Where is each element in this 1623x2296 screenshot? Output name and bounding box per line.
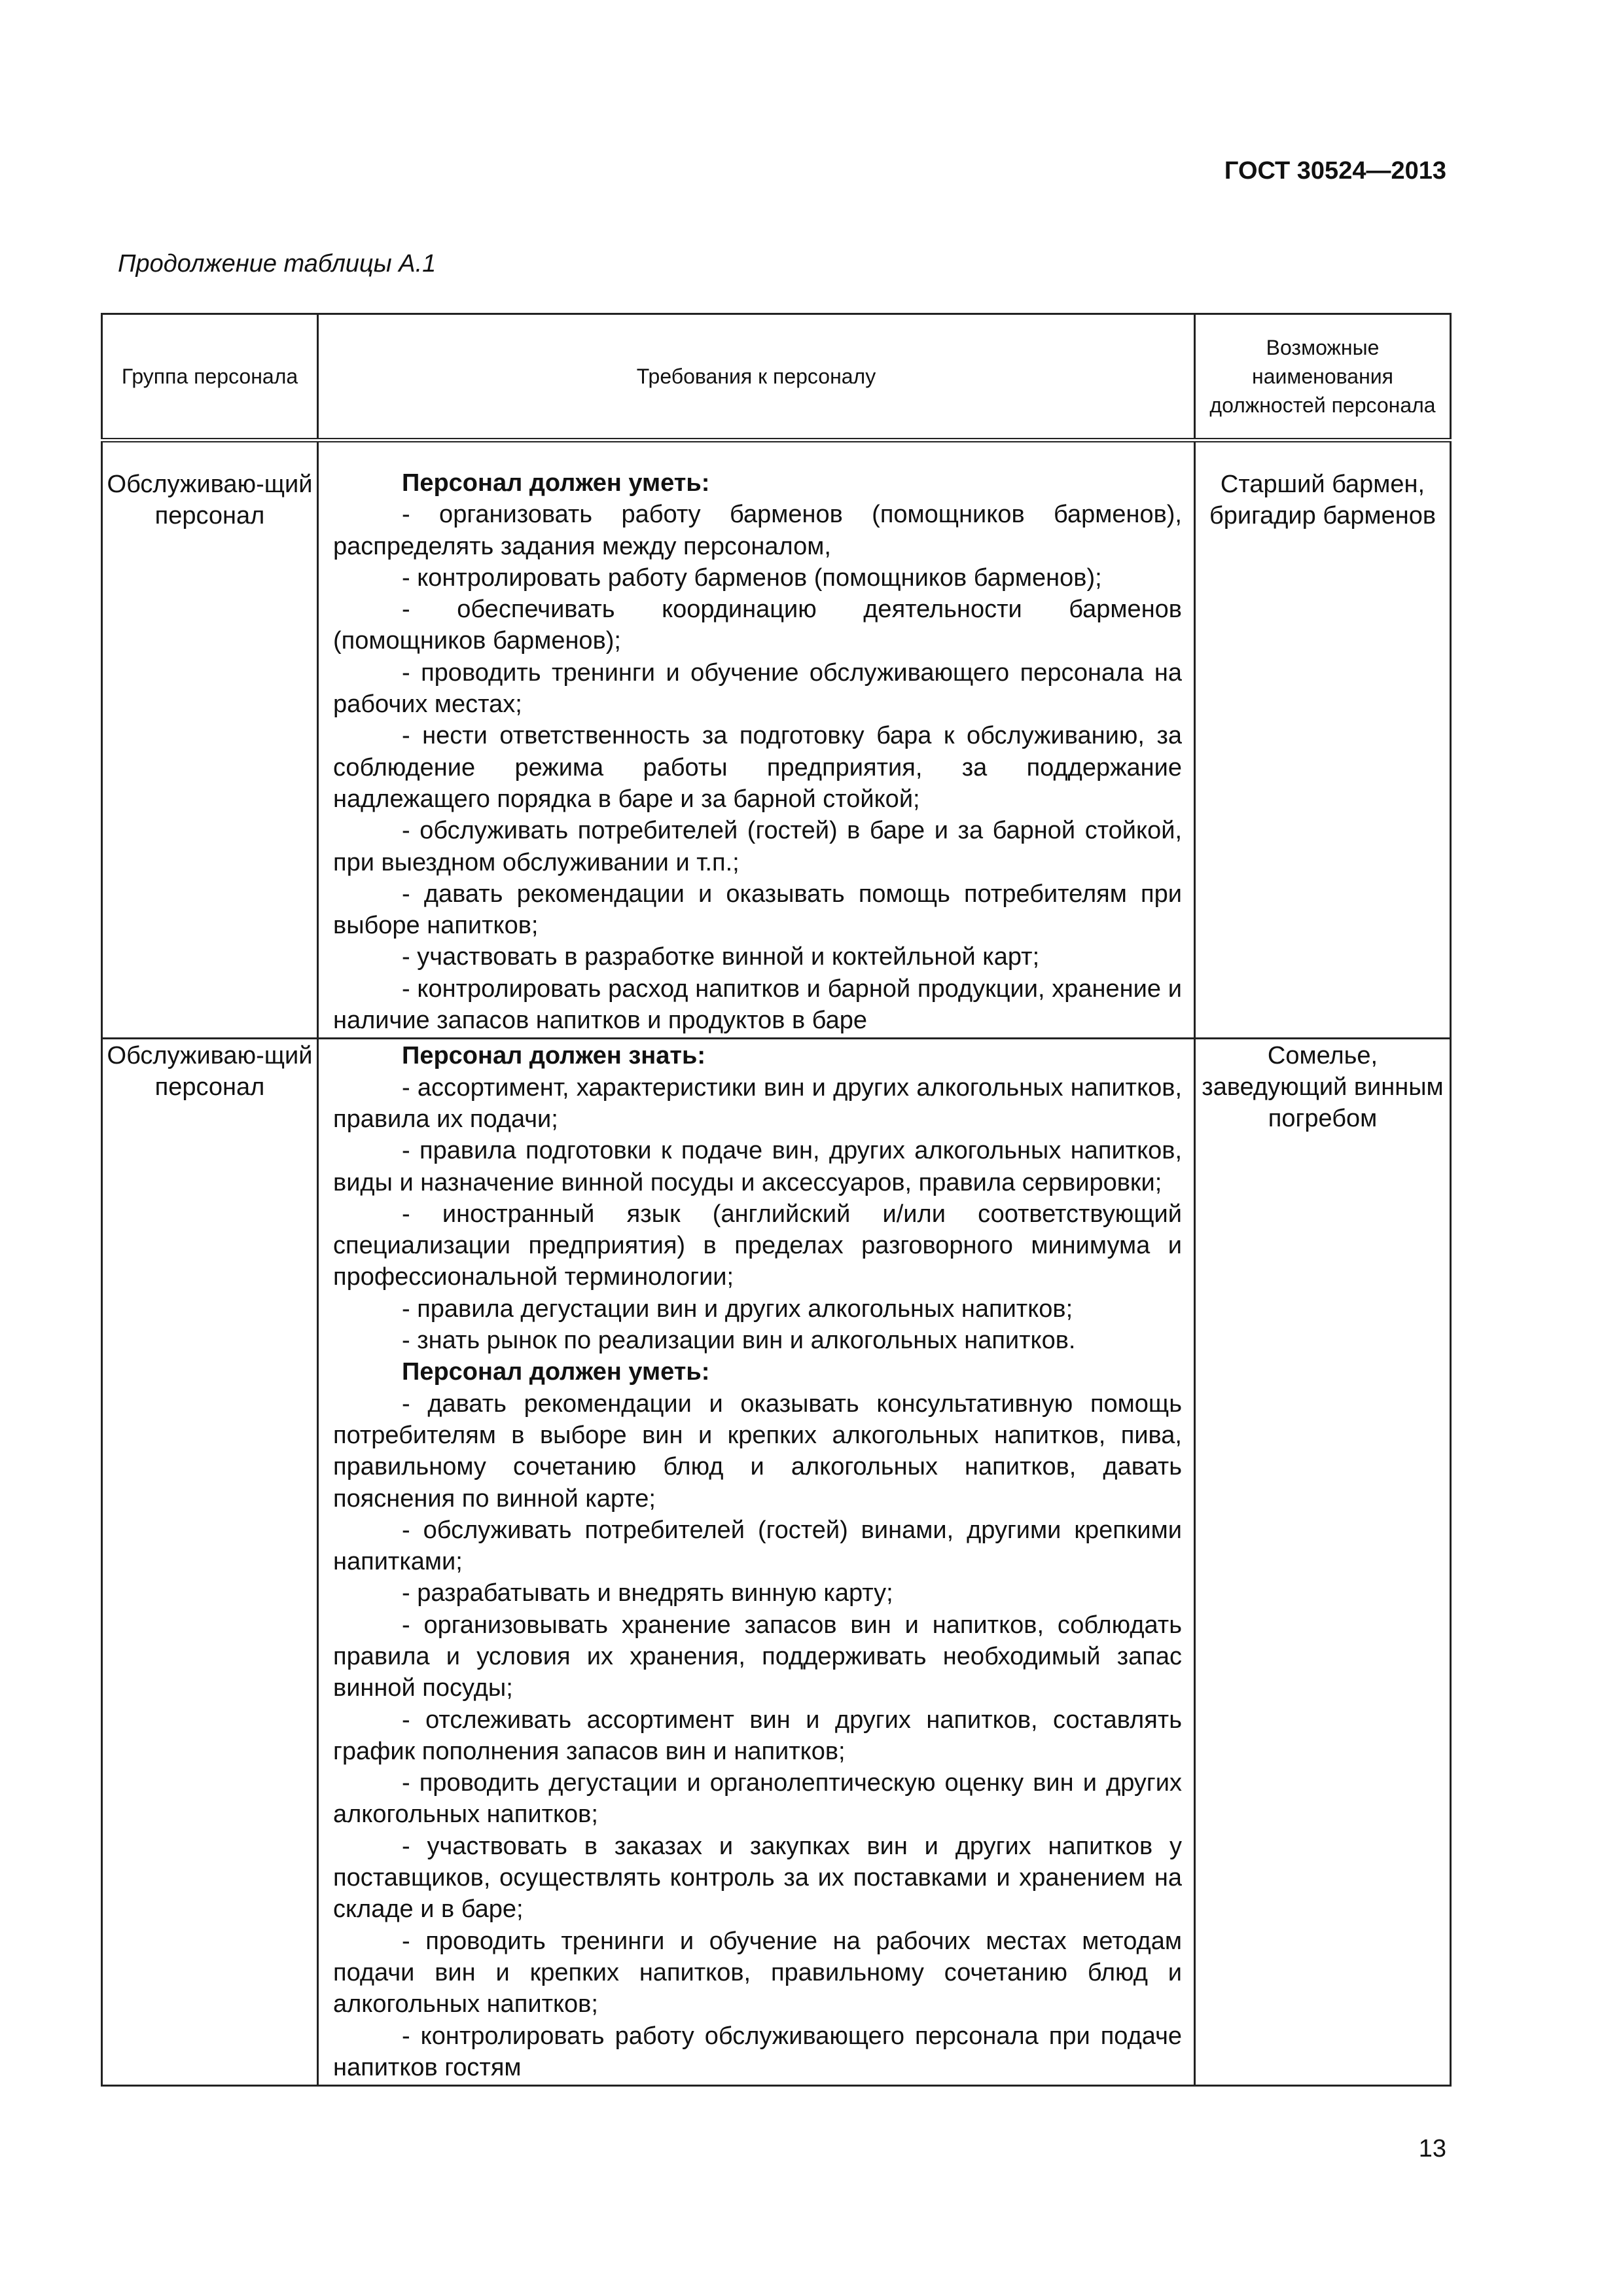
- requirement-item: - организовать работу барменов (помощников барменов), распределять задания между персоналом,: [333, 501, 1182, 560]
- document-id: ГОСТ 30524—2013: [1224, 157, 1446, 185]
- requirement-item: - давать рекомендации и оказывать помощь потребителям при выборе напитков;: [333, 880, 1182, 940]
- requirement-item: - обеспечивать координацию деятельности барменов (помощников барменов);: [333, 596, 1182, 655]
- table-header-row: [102, 314, 1451, 440]
- requirement-item: - проводить тренинги и обучение обслуживающего персонала на рабочих местах;: [333, 658, 1182, 719]
- positions-cell: Старший бармен, бригадир барменов: [1195, 440, 1451, 1039]
- group-cell: Обслуживаю-щий персонал: [102, 440, 318, 1039]
- requirement-item: - ассортимент, характеристики вин и других алкогольных напитков, правила их подачи;: [333, 1073, 1182, 1133]
- column-header-group: Группа персонала: [102, 314, 318, 440]
- requirement-item: - нести ответственность за подготовку бара к обслуживанию, за соблюдение режима работы предприятия, за поддержание надлежащего порядка в баре и за барной стойкой;: [333, 722, 1182, 813]
- requirement-item: - участвовать в заказах и закупках вин и других напитков у поставщиков, осуществлять контроль за их поставками и хранением на складе и в баре;: [333, 1832, 1182, 1924]
- section-heading: Персонал должен знать:: [402, 1042, 705, 1070]
- page-number: 13: [1418, 2135, 1446, 2162]
- requirement-item: - организовывать хранение запасов вин и напитков, соблюдать правила и условия их хранения, поддерживать необходимый запас винной посуды;: [333, 1611, 1182, 1702]
- requirements-cell: [318, 440, 1195, 1039]
- requirement-item: - давать рекомендации и оказывать консультативную помощь потребителям в выборе вин и крепких алкогольных напитков, пива, правильному сочетанию блюд и алкогольных напитков, давать пояснения по винной карте;: [333, 1390, 1182, 1513]
- table-row: [102, 1039, 1451, 2086]
- requirement-item: - обслуживать потребителей (гостей) винами, другими крепкими напитками;: [333, 1516, 1182, 1576]
- section-heading: Персонал должен уметь:: [402, 1358, 710, 1386]
- requirement-item: - правила подготовки к подаче вин, других алкогольных напитков, виды и назначение винной посуды и аксессуаров, правила сервировки;: [333, 1137, 1182, 1196]
- requirement-item: - контролировать расход напитков и барной продукции, хранение и наличие запасов напитков и продуктов в баре: [333, 975, 1182, 1035]
- positions-cell: Сомелье, заведующий винным погребом: [1195, 1039, 1451, 2086]
- table-row: [102, 440, 1451, 1039]
- requirements-table: [101, 313, 1452, 2087]
- requirement-item: - контролировать работу барменов (помощников барменов);: [402, 564, 1102, 592]
- requirement-item: - иностранный язык (английский и/или соответствующий специализации предприятия) в пределах разговорного минимума и профессиональной терминологии;: [333, 1200, 1182, 1291]
- requirements-cell: [318, 1039, 1195, 2086]
- table-caption: Продолжение таблицы А.1: [118, 250, 437, 278]
- requirement-item: - обслуживать потребителей (гостей) в баре и за барной стойкой, при выездном обслуживании и т.п.;: [333, 817, 1182, 876]
- requirement-item: - разрабатывать и внедрять винную карту;: [402, 1579, 893, 1607]
- requirement-item: - правила дегустации вин и других алкогольных напитков;: [402, 1295, 1073, 1323]
- requirement-item: - знать рынок по реализации вин и алкогольных напитков.: [402, 1327, 1076, 1355]
- requirement-item: - проводить тренинги и обучение на рабочих местах методам подачи вин и крепких напитков, правильному сочетанию блюд и алкогольных напитков;: [333, 1927, 1182, 2018]
- group-cell: Обслуживаю-щий персонал: [102, 1039, 318, 2086]
- column-header-positions: Возможные наименования должностей персонала: [1195, 314, 1451, 440]
- section-heading: Персонал должен уметь:: [402, 469, 710, 497]
- requirement-item: - отслеживать ассортимент вин и других напитков, составлять график пополнения запасов вин и напитков;: [333, 1706, 1182, 1765]
- requirement-item: - участвовать в разработке винной и коктейльной карт;: [402, 943, 1040, 971]
- requirement-item: - проводить дегустации и органолептическую оценку вин и других алкогольных напитков;: [333, 1769, 1182, 1829]
- column-header-requirements: Требования к персоналу: [318, 314, 1195, 440]
- requirement-item: - контролировать работу обслуживающего персонала при подаче напитков гостям: [333, 2022, 1182, 2081]
